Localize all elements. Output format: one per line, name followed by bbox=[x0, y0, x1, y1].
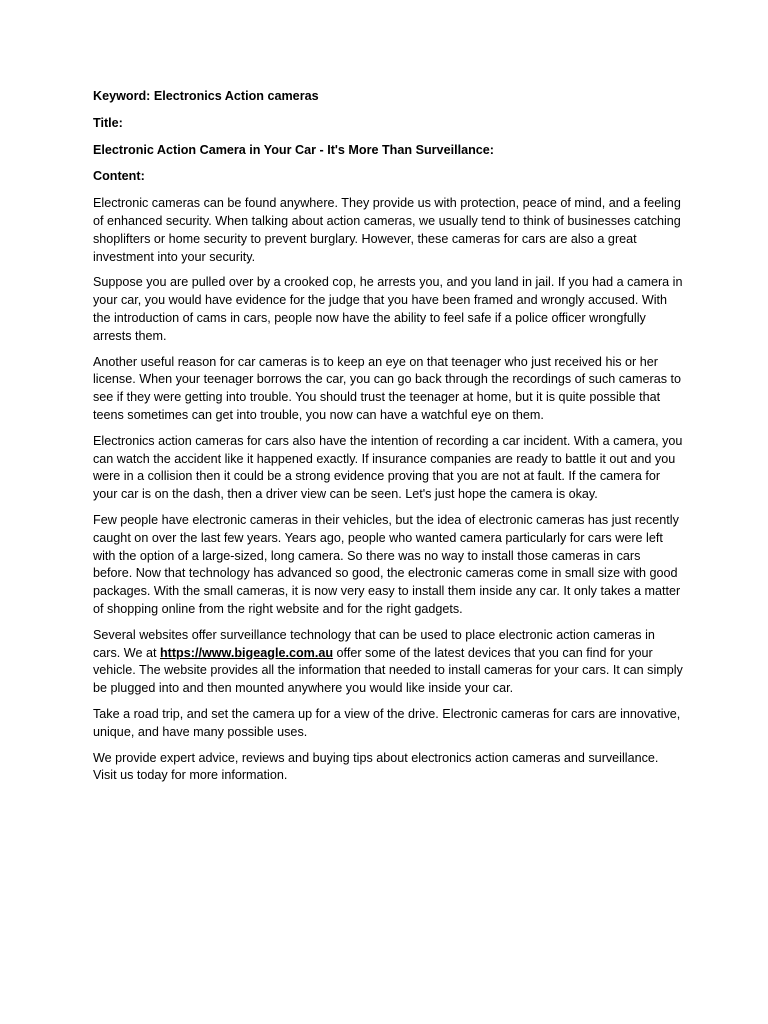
paragraph-3: Another useful reason for car cameras is to keep an eye on that teenager who just received his or her license. When your teenager borrows the car, you can go back through the recordings of such cameras to see if they were getting into trouble. You should trust the teenager at home, but it is quite possible that teens sometimes can get into trouble, you now can have a watchful eye on them. bbox=[93, 354, 682, 422]
paragraph-6-before: Several websites offer surveillance technology that can be used to place electronic action cameras in cars. We at bbox=[93, 627, 655, 660]
keyword-line: Keyword: Electronics Action cameras bbox=[93, 89, 319, 103]
paragraph-5: Few people have electronic cameras in their vehicles, but the idea of electronic cameras has just recently caught on over the last few years. Years ago, people who wanted camera particularly for cars were left with the option of a large-sized, long camera. So there was no way to install those cameras in cars before. Now that technology has advanced so good, the electronic cameras come in small size with good packages. With the small cameras, it is now very easy to install them inside any car. It only takes a matter of shopping online from the right website and for the right gadgets. bbox=[93, 512, 681, 616]
paragraph-8: We provide expert advice, reviews and buying tips about electronics action cameras and surveillance. Visit us today for more information. bbox=[93, 750, 659, 783]
paragraph-6 bbox=[93, 627, 683, 698]
website-link[interactable]: https://www.bigeagle.com.au bbox=[159, 645, 334, 660]
document-body bbox=[93, 88, 683, 793]
paragraph-7: Take a road trip, and set the camera up for a view of the drive. Electronic cameras for cars are innovative, unique, and have many possible uses. bbox=[93, 706, 681, 739]
paragraph-6-after: offer some of the latest devices that you can find for your vehicle. The website provides all the information that needed to install cameras for your cars. It can simply be plugged into and then mounted anywhere you would like inside your car. bbox=[93, 645, 683, 696]
paragraph-4: Electronics action cameras for cars also have the intention of recording a car incident. With a camera, you can watch the accident like it happened exactly. If insurance companies are ready to battle it out and you were in a collision then it could be a strong evidence proving that you are not at fault. If the camera for your car is on the dash, then a driver view can be seen. Let's just hope the camera is okay. bbox=[93, 433, 683, 502]
paragraph-1: Electronic cameras can be found anywhere. They provide us with protection, peace of mind, and a feeling of enhanced security. When talking about action cameras, we usually tend to think of businesses catching shoplifters or home security to prevent burglary. However, these cameras for cars are also a great investment into your security. bbox=[93, 196, 681, 264]
article-title: Electronic Action Camera in Your Car - It's More Than Surveillance: bbox=[93, 142, 494, 157]
paragraph-2: Suppose you are pulled over by a crooked cop, he arrests you, and you land in jail. If you had a camera in your car, you would have evidence for the judge that you have been framed and wrongly accused. With the introduction of cams in cars, people now have the ability to feel safe if a police officer wrongfully arrests them. bbox=[93, 275, 683, 343]
content-label: Content: bbox=[93, 169, 145, 184]
title-label: Title: bbox=[93, 115, 123, 130]
